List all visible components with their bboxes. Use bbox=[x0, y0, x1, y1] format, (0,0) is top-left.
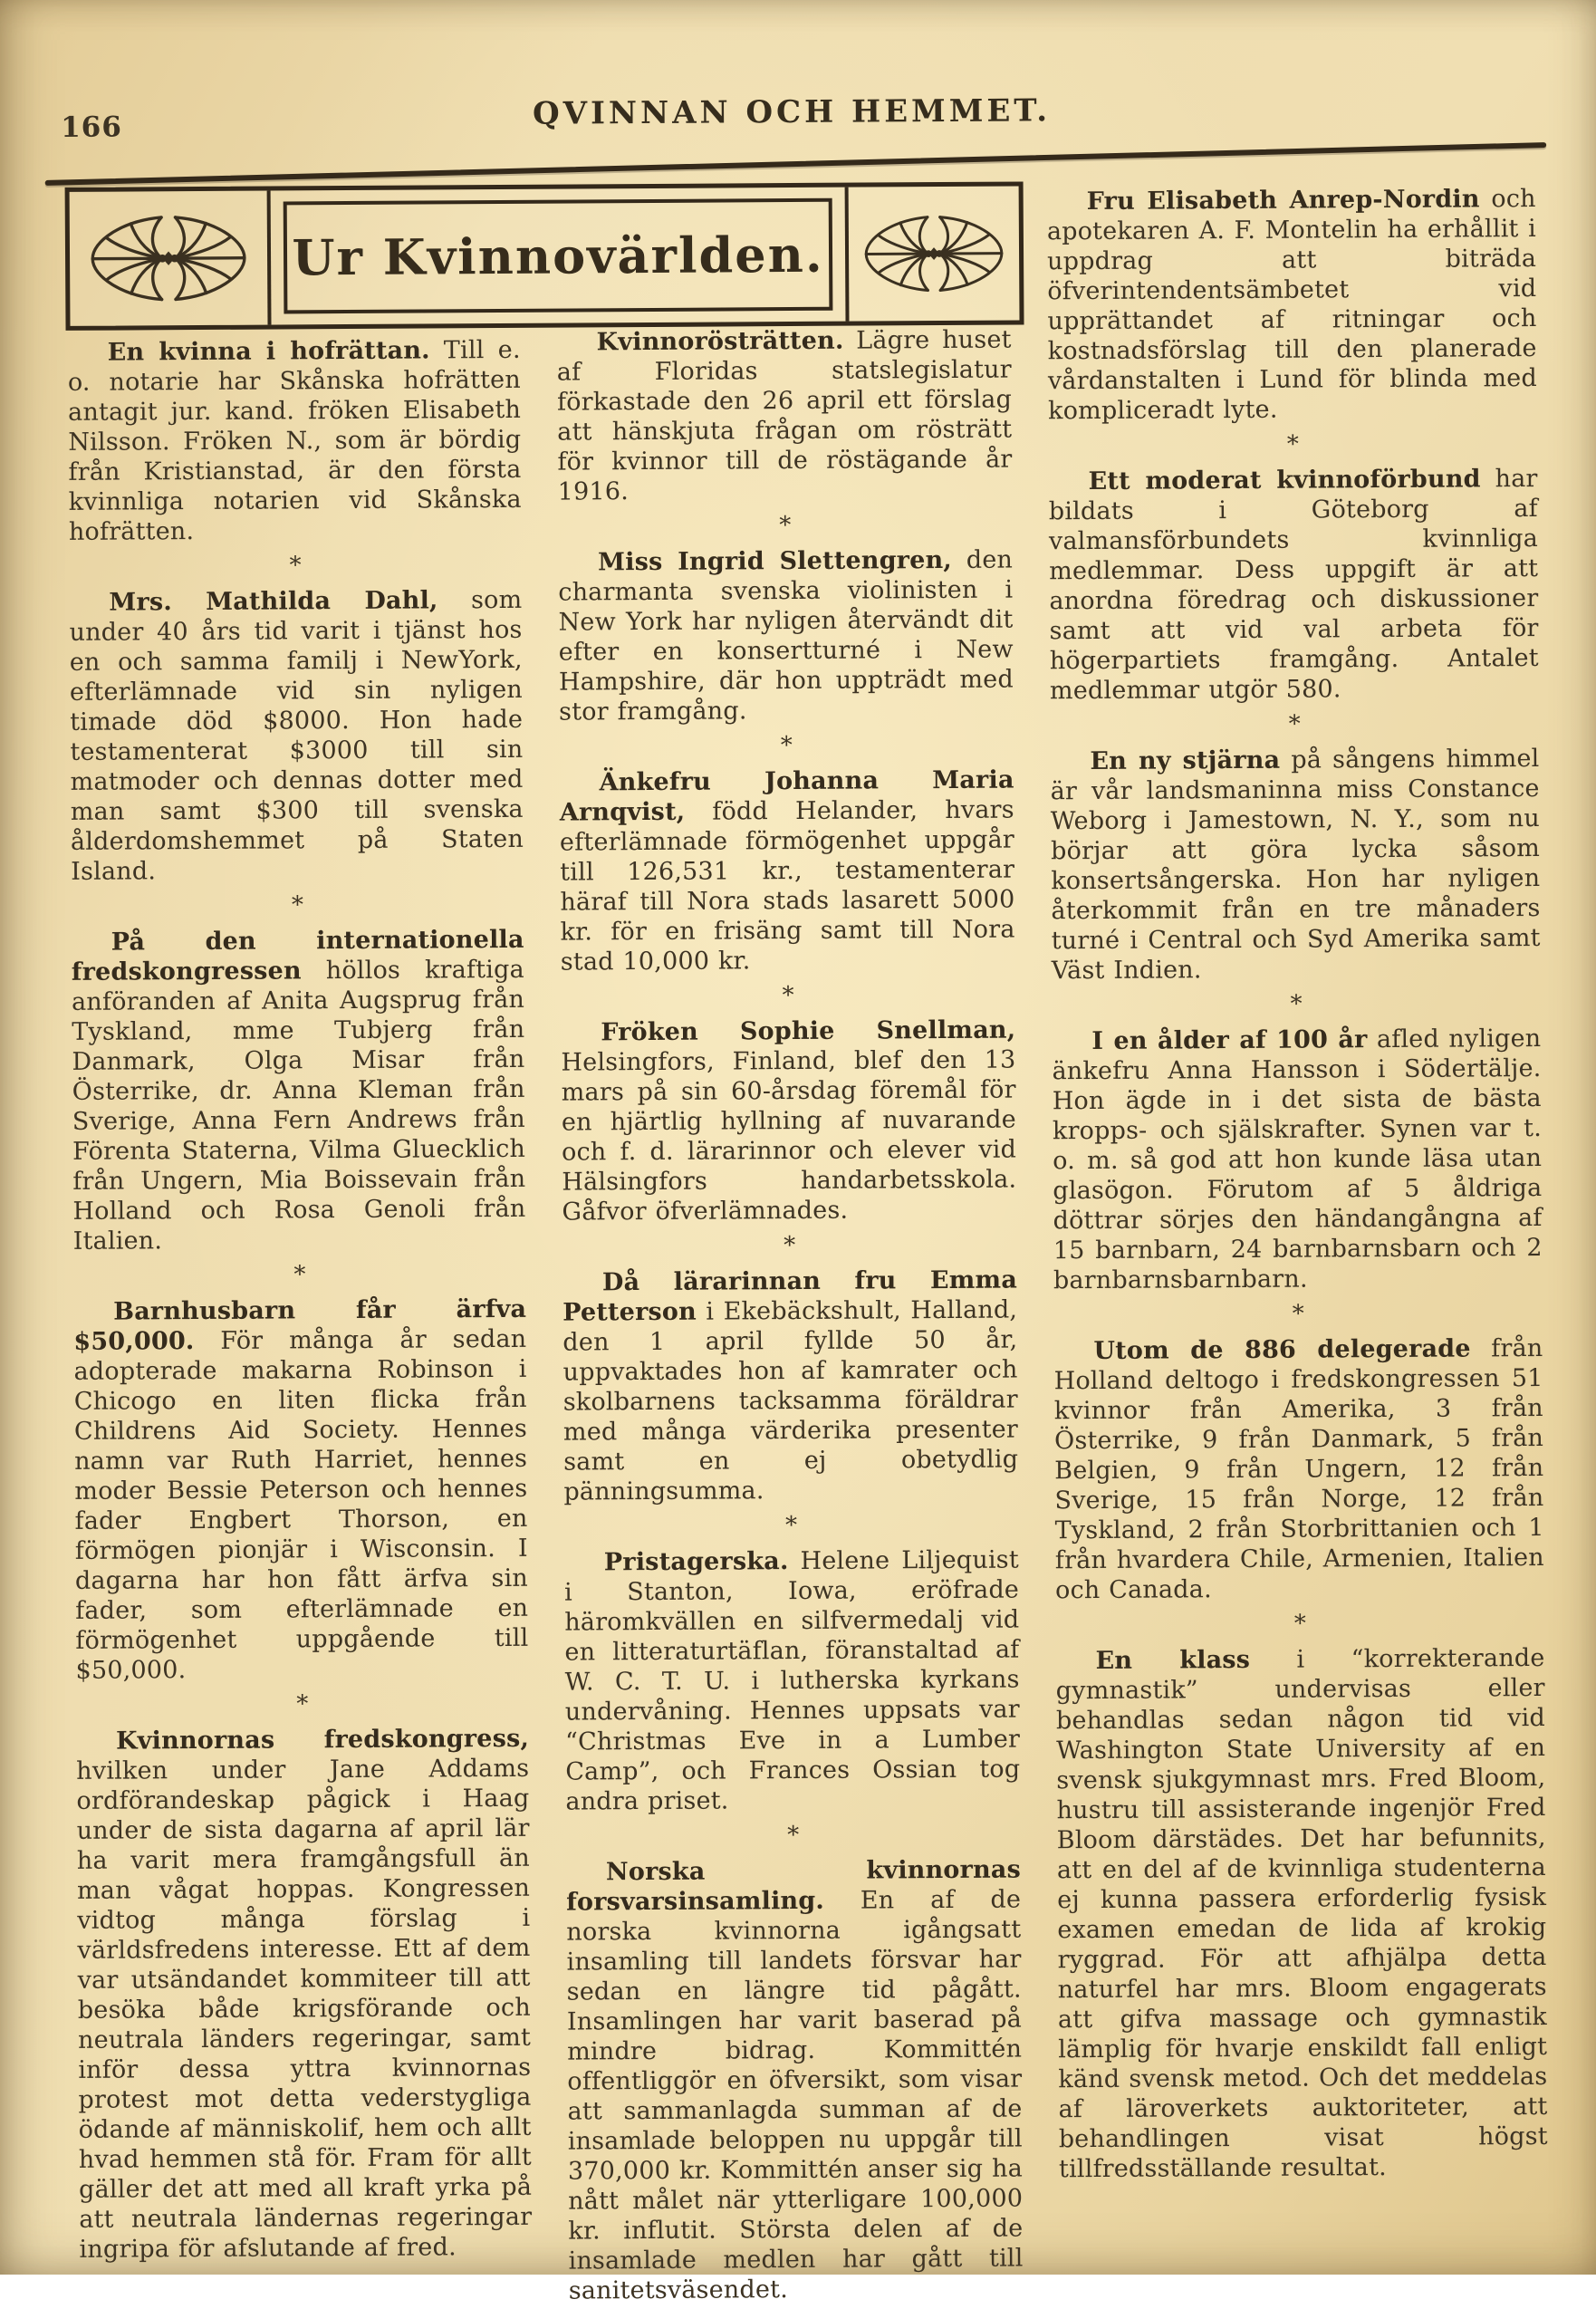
news-item: Änkefru Johanna Maria Arnqvist, född Helander, hvars efterlämnade förmögenhet uppgår till 126,531 kr., testamenterar häraf till Nora stads lasarett 5000 kr. för en frisäng samt till Nora stad 10,000 kr. bbox=[559, 765, 1015, 977]
news-item: En kvinna i hofrättan. Till e. o. notarie har Skånska hofrätten antagit jur. kand. fröken Elisabeth Nilsson. Fröken N., som är bördig från Kristianstad, är den första kvinnliga notarien vid Skånska hofrätten. bbox=[67, 335, 522, 546]
star-separator: * bbox=[1290, 990, 1303, 1018]
news-item: Kvinnorösträtten. Lägre huset af Floridas statslegislatur förkastade den 26 april ett förslag att hänskjuta frågan om rösträtt för kvinnor till de röstägande år 1916. bbox=[556, 325, 1013, 506]
news-item-lead: Miss Ingrid Slettengren, bbox=[598, 545, 953, 577]
news-item-lead: Kvinnorösträtten. bbox=[596, 326, 844, 357]
news-item-lead: Kvinnornas fredskongress, bbox=[115, 1724, 530, 1756]
news-item-lead: Fru Elisabeth Anrep-Nordin bbox=[1086, 185, 1480, 216]
news-item-lead: Pristagerska. bbox=[603, 1547, 789, 1577]
star-separator: * bbox=[780, 732, 793, 760]
news-item: Utom de 886 delegerade från Holland deltogo i fredskongressen 51 kvinnor från Amerika, 3 från Österrike, 9 från Danmark, 5 från Belgien, 9 från Ungern, 12 från Sverige, 15 från Norge, 12 från Tyskland, 2 från Storbrittanien och 1 från hvardera Chile, Armenien, Italien och Canada. bbox=[1053, 1333, 1544, 1605]
masthead-title-cell bbox=[271, 188, 846, 325]
news-item: Norska kvinnornas forsvarsinsamling. En af de norska kvinnorna igångsatt insamling till landets försvar har sedan en längre tid pågått. Insamlingen har varit baserad på mindre bidrag. Kommittén offentliggör en öfversikt, som visar att sammanlagda summan af de insamlade beloppen nu uppgår till 370,000 kr. Kommittén anser sig ha nått målet när ytterligare 100,000 kr. influtit. Största delen af de insamlade medlen har gått till sanitetsväsendet. bbox=[566, 1855, 1024, 2305]
star-separator: * bbox=[296, 1690, 309, 1718]
news-item: Pristagerska. Helene Liljequist i Stanton, Iowa, eröfrade häromkvällen en silfvermedalj vid en litteraturtäflan, föranstaltad af W. C. T. U. i lutherska kyrkans undervåning. Hennes uppsats var “Christmas Eve in a Lumber Camp”, och Frances Ossian tog andra priset. bbox=[563, 1545, 1021, 1816]
news-item-lead: En klass bbox=[1095, 1645, 1251, 1676]
star-separator: * bbox=[1288, 710, 1301, 738]
masthead-right-cell bbox=[845, 186, 1020, 321]
star-separator: * bbox=[785, 1512, 798, 1540]
news-item-lead: På den internationella fredskongressen bbox=[71, 925, 524, 986]
news-item-lead: Utom de 886 delegerade bbox=[1093, 1334, 1471, 1366]
star-separator: * bbox=[782, 982, 794, 1010]
news-item-lead: Barnhusbarn får ärfva $50,000. bbox=[73, 1294, 527, 1356]
right-fan bbox=[940, 216, 1002, 290]
section-title-frame bbox=[284, 198, 833, 314]
left-fan bbox=[92, 217, 162, 300]
journal-title: QVINNAN OCH HEMMET. bbox=[532, 92, 1052, 132]
page-number: 166 bbox=[61, 111, 123, 144]
section-title: Ur Kvinnovärlden. bbox=[292, 225, 824, 287]
news-item: Ett moderat kvinnoförbund har bildats i Göteborg af valmansförbundets kvinnliga medlemmar. Dess uppgift är att anordna föredrag och diskussioner samt att vid val arbeta för högerpartiets framgång. Antalet medlemmar utgör 580. bbox=[1048, 464, 1539, 706]
news-item-lead: Mrs. Mathilda Dahl, bbox=[109, 586, 438, 617]
star-separator: * bbox=[289, 552, 302, 580]
news-item: Fröken Sophie Snellman, Helsingfors, Finland, blef den 13 mars på sin 60-årsdag föremål för en hjärtlig hyllning af nuvarande och f. d. lärarinnor och elever vid Hälsingfors handarbetsskola. Gåfvor öfverlämnades. bbox=[561, 1015, 1017, 1227]
fan-ornament-icon bbox=[80, 210, 258, 307]
fan-ornament-icon bbox=[856, 209, 1013, 299]
right-fan bbox=[175, 216, 245, 299]
news-item: På den internationella fredskongressen höllos kraftiga anföranden af Anita Augsprug från Tyskland, mme Tubjerg från Danmark, Olga Misar från Österrike, dr. Anna Kleman från Sverige, Anna Fern Andrews från Förenta Staterna, Vilma Gluecklich från Ungern, Mia Boissevain från Holland och Rosa Genoli från Italien. bbox=[71, 925, 526, 1256]
news-item: Miss Ingrid Slettengren, den charmanta svenska violinisten i New York har nyligen återvändt dit efter en konsertturné i New Hampshire, där hon uppträdt med stor framgång. bbox=[558, 545, 1014, 726]
star-separator: * bbox=[1293, 1610, 1306, 1638]
news-item: En ny stjärna på sångens himmel är vår landsmaninna miss Constance Weborg i Jamestown, N. Y., som nu börjar att göra lycka såsom konsertsångerska. Hon har nyligen återkommit från en tre månaders turné i Central och Syd Amerika samt Väst Indien. bbox=[1050, 744, 1541, 986]
header-rule bbox=[45, 142, 1547, 186]
news-item-lead: En ny stjärna bbox=[1090, 746, 1281, 776]
star-separator: * bbox=[1286, 430, 1299, 458]
news-item-lead: Då lärarinnan fru Emma Petterson bbox=[562, 1265, 1018, 1327]
news-item: I en ålder af 100 år afled nyligen änkefru Anna Hansson i Södertälje. Hon ägde in i det sista de bästa kropps- och själskrafter. Synen var t. o. m. så god att hon kunde läsa utan glasögon. Förutom af 5 åldriga döttrar sörjes den händangångna af 15 barnbarn, 24 barnbarnsbarn och 2 barnbarnsbarnbarn. bbox=[1052, 1024, 1543, 1295]
news-item-lead: Fröken Sophie Snellman, bbox=[601, 1015, 1016, 1047]
news-item-lead: I en ålder af 100 år bbox=[1091, 1025, 1368, 1056]
star-separator: * bbox=[784, 1232, 796, 1260]
column-3 bbox=[1047, 184, 1548, 2184]
news-item: Fru Elisabeth Anrep-Nordin och apotekaren A. F. Montelin ha erhållit i uppdrag att biträda öfverintendentsämbetet vid upprättandet af ritningar och kostnadsförslag till den planerade vårdanstalten i Lund för blinda med kompliceradt lyte. bbox=[1046, 185, 1537, 426]
left-fan bbox=[866, 217, 928, 291]
news-item: En klass i “korrekterande gymnastik” undervisas eller behandlas sedan någon tid vid Washington State University af en svensk sjukgymnast mrs. Fred Bloom, hustru till assisterande ingenjör Fred Bloom därstädes. Det har befunnits, att en del af de kvinnliga studenterna ej kunna passera erforderlig fysisk examen emedan de lida af krokig ryggrad. För att afhjälpa detta naturfel har mrs. Bloom engagerats att gifva massage och gymnastik lämplig för hvarje enskildt fall enligt känd svensk metod. Och det meddelas af läroverkets auktoriteter, att behandlingen visat högst tillfredsställande resultat. bbox=[1055, 1643, 1548, 2184]
news-item: Mrs. Mathilda Dahl, som under 40 års tid varit i tjänst hos en och samma familj i NewYork, efterlämnade vid sin nyligen timade död $8000. Hon hade testamenterat $3000 till sin matmoder och dennas dotter med man samt $300 till svenska ålderdomshemmet på Staten Island. bbox=[69, 585, 524, 886]
news-item: Barnhusbarn får ärfva $50,000. För många år sedan adopterade makarna Robinson i Chicogo en liten flicka från Childrens Aid Society. Hennes namn var Ruth Harriet, hennes moder Bessie Peterson och hennes fader Engbert Thorson, en förmögen pionjär i Wisconsin. I dagarna har hon fått ärfva sin fader, som efterlämnade en förmögenhet uppgående till $50,000. bbox=[73, 1294, 529, 1685]
news-item: Kvinnornas fredskongress, hvilken under Jane Addams ordförandeskap pågick i Haag under de sista dagarna af april lär ha varit mera framgångsfull än man vågat hoppas. Kongressen vidtog många förslag i världsfredens interesse. Ett af dem var utsändandet kommiteer till att besöka både krigsförande och neutrala länders regeringar, samt inför dessa yttra kvinnornas protest mot detta vederstygliga ödande af människolif, hem och allt hvad hemmen stå för. Fram för allt gäller det att med all kraft yrka på att neutrala ländernas regeringar ingripa för afslutande af fred. bbox=[76, 1724, 533, 2264]
column-1 bbox=[68, 335, 533, 2265]
star-separator: * bbox=[1292, 1300, 1304, 1328]
star-separator: * bbox=[291, 891, 304, 919]
news-item: Då lärarinnan fru Emma Petterson i Ekebäckshult, Halland, den 1 april fyllde 50 år, uppvaktades hon af kamrater och skolbarnens tacksamma föräldrar med många värderika presenter samt en ej obetydlig pänningsumma. bbox=[562, 1265, 1019, 1506]
news-item-lead: Änkefru Johanna Maria Arnqvist, bbox=[559, 765, 1014, 827]
masthead-left-cell bbox=[70, 191, 272, 326]
section-masthead bbox=[65, 181, 1024, 330]
news-item-lead: Ett moderat kvinnoförbund bbox=[1088, 465, 1481, 496]
news-item-lead: En kvinna i hofrättan. bbox=[107, 336, 430, 367]
column-2 bbox=[557, 325, 1024, 2306]
star-separator: * bbox=[293, 1261, 306, 1289]
star-separator: * bbox=[779, 512, 792, 540]
news-item-lead: Norska kvinnornas forsvarsinsamling. bbox=[566, 1855, 1022, 1917]
star-separator: * bbox=[787, 1822, 800, 1850]
